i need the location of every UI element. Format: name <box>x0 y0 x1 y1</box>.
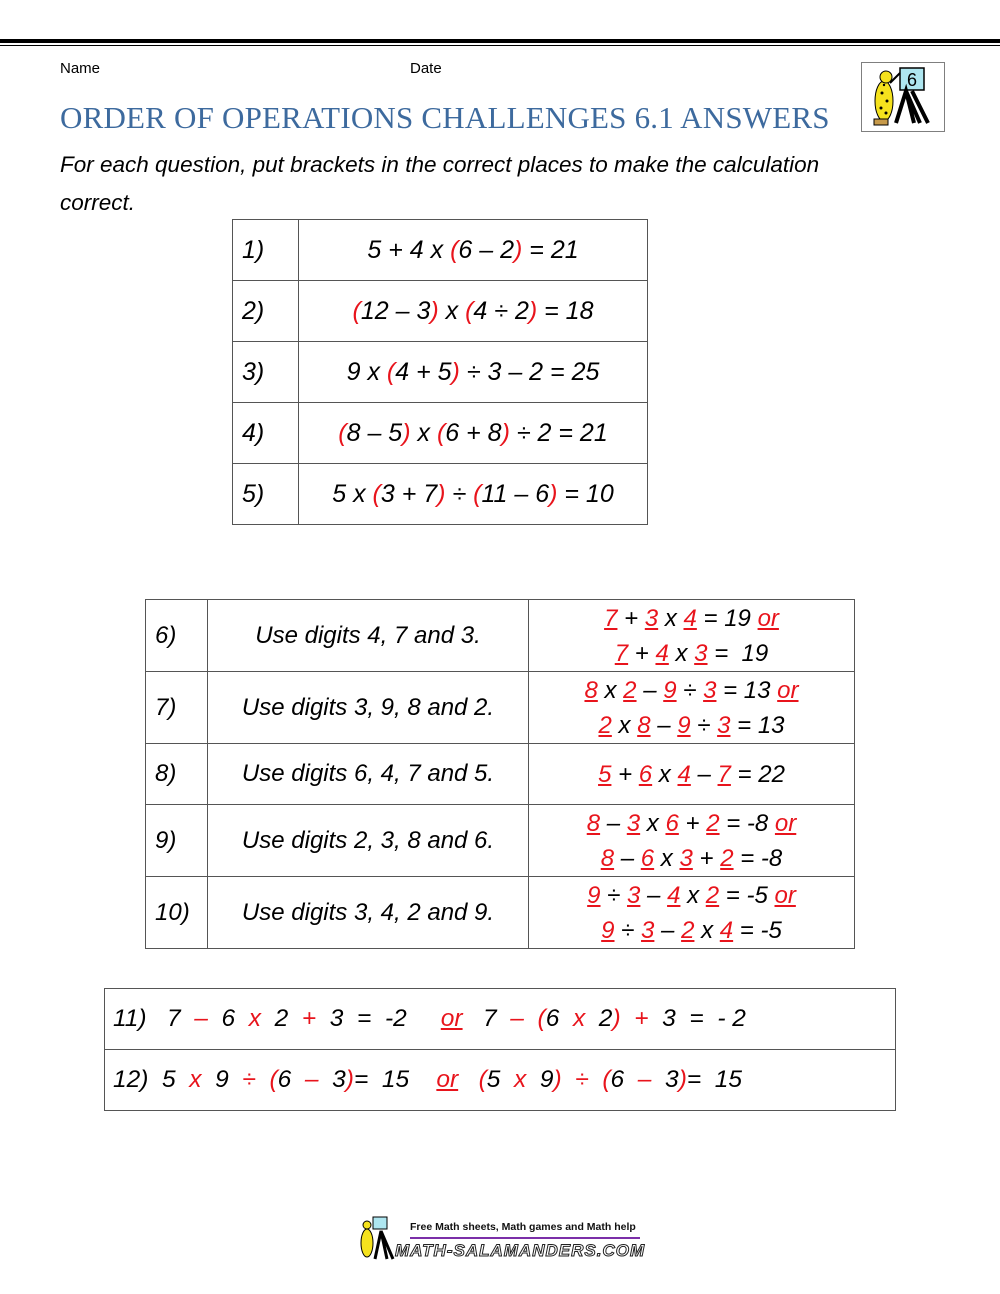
answer-line <box>529 806 854 841</box>
answer-line <box>529 601 854 636</box>
expression-text: 9 <box>526 1066 554 1093</box>
answer-mark: 9 <box>587 881 601 909</box>
table-row <box>105 1050 896 1111</box>
answer-mark: 3 <box>641 916 655 944</box>
answer-mark: x <box>248 1005 262 1032</box>
top-rule-thick <box>0 39 1000 43</box>
answer-mark: or <box>440 1005 463 1032</box>
answer-mark: 9 <box>677 711 691 739</box>
question-description: Use digits 3, 9, 8 and 2. <box>208 672 529 744</box>
expression-text: x <box>652 760 678 788</box>
footer-site-name: MATH-SALAMANDERS.COM <box>395 1241 646 1260</box>
answer-mark: or <box>436 1066 459 1093</box>
expression-text: ÷ <box>445 479 474 508</box>
answer-cell <box>529 744 855 805</box>
answer-cell <box>529 600 855 672</box>
question-equation <box>299 220 648 281</box>
expression-text: 6 <box>545 1005 573 1032</box>
expression-text: – <box>600 809 627 837</box>
question-number: 2) <box>233 281 299 342</box>
question-number: 7) <box>146 672 208 744</box>
footer-tagline: Free Math sheets, Math games and Math help <box>410 1221 636 1233</box>
answer-mark: 3 <box>694 639 708 667</box>
expression-text: ÷ <box>676 676 704 704</box>
table-row <box>233 281 648 342</box>
date-label: Date <box>410 60 442 77</box>
name-label: Name <box>60 60 101 77</box>
question-number: 11) <box>113 1005 147 1032</box>
expression-text: x <box>654 844 680 872</box>
answer-mark: 2 <box>623 676 637 704</box>
bracket-questions-table <box>232 219 648 525</box>
question-number: 5) <box>233 464 299 525</box>
expression-text: 2 <box>585 1005 613 1032</box>
expression-text: 5 <box>148 1066 190 1093</box>
question-description: Use digits 6, 4, 7 and 5. <box>208 744 529 805</box>
answer-mark: – <box>304 1066 319 1093</box>
answer-mark: 7 <box>717 760 731 788</box>
expression-text: 6 <box>277 1066 305 1093</box>
expression-text: = 13 <box>730 711 785 739</box>
expression-text: = 13 <box>716 676 778 704</box>
answer-mark: ( <box>372 479 381 508</box>
table-row <box>233 342 648 403</box>
salamander-logo <box>861 62 945 132</box>
answer-line <box>529 636 854 671</box>
answer-mark: 6 <box>665 809 679 837</box>
answer-line <box>529 708 854 743</box>
expression-text: x <box>640 809 666 837</box>
top-rule-thin <box>0 45 1000 46</box>
question-number: 9) <box>146 805 208 877</box>
answer-mark: – <box>194 1005 208 1032</box>
expression-text: 6 + 8 <box>445 418 502 447</box>
answer-mark: 3 <box>627 881 641 909</box>
expression-text: x <box>694 916 720 944</box>
answer-mark: ( <box>537 1005 546 1032</box>
answer-mark: ) <box>612 1005 621 1032</box>
expression-text: ÷ 3 – 2 = 25 <box>459 357 600 386</box>
logo-grade: 6 <box>906 70 918 90</box>
answer-mark: 4 <box>667 881 681 909</box>
footer-divider <box>410 1237 640 1239</box>
answer-mark: 2 <box>681 916 695 944</box>
answer-mark: 4 <box>655 639 669 667</box>
answer-mark: x <box>189 1066 202 1093</box>
answer-mark: ) <box>402 418 411 447</box>
answer-mark: 6 <box>640 844 655 872</box>
answer-mark: 3 <box>703 676 717 704</box>
answer-cell <box>529 672 855 744</box>
expression-text <box>458 1066 478 1093</box>
expression-text: 4 ÷ 2 <box>473 296 529 325</box>
expression-text: 3 = -2 <box>316 1005 441 1032</box>
expression-text: 7 <box>146 1005 195 1032</box>
question-description: Use digits 3, 4, 2 and 9. <box>208 877 529 949</box>
expression-text <box>562 1066 576 1093</box>
answer-mark: ÷ <box>242 1066 256 1093</box>
expression-text: = -8 <box>719 809 775 837</box>
answer-mark: 5 <box>598 760 612 788</box>
expression-text: 3 + 7 <box>380 479 438 508</box>
answer-mark: 3 <box>626 809 641 837</box>
answer-mark: 2 <box>706 809 720 837</box>
answer-mark: ( <box>450 235 459 264</box>
answer-mark: 8 <box>584 676 598 704</box>
answer-mark: + <box>634 1005 649 1032</box>
answer-mark: – <box>637 1066 652 1093</box>
answer-mark: or <box>777 676 799 704</box>
answer-mark: 4 <box>677 760 691 788</box>
answer-mark: ) <box>514 235 523 264</box>
expression-text: x <box>658 604 684 632</box>
expression-text: – <box>654 916 682 944</box>
table-row <box>146 672 855 744</box>
expression-text: 9 x <box>346 357 387 386</box>
expression-text: ÷ <box>600 881 628 909</box>
expression-text: 6 <box>207 1005 249 1032</box>
expression-text: 5 + 4 x <box>367 235 451 264</box>
answer-mark: 4 <box>683 604 697 632</box>
question-number: 3) <box>233 342 299 403</box>
expression-text: 8 – 5 <box>346 418 403 447</box>
table-row <box>105 989 896 1050</box>
question-equation <box>299 281 648 342</box>
table-row <box>146 600 855 672</box>
question-equation <box>299 464 648 525</box>
question-description: Use digits 2, 3, 8 and 6. <box>208 805 529 877</box>
expression-text: + <box>611 760 639 788</box>
table-row <box>146 744 855 805</box>
answer-mark: ( <box>352 296 361 325</box>
expression-text: + <box>628 639 656 667</box>
answer-mark: 7 <box>604 604 618 632</box>
expression-text: 6 – 2 <box>458 235 514 264</box>
expression-text <box>589 1066 603 1093</box>
expression-text: + <box>692 844 721 872</box>
table-row <box>146 877 855 949</box>
expression-text <box>524 1005 538 1032</box>
expression-text: = -5 <box>733 916 782 944</box>
expression-text: x <box>611 711 638 739</box>
table-row <box>233 403 648 464</box>
answer-mark: 8 <box>637 711 651 739</box>
answer-mark: 8 <box>600 844 615 872</box>
answer-mark: – <box>510 1005 524 1032</box>
answer-mark: ( <box>478 1066 487 1093</box>
page-title: ORDER OF OPERATIONS CHALLENGES 6.1 ANSWERS <box>60 100 830 135</box>
expression-text: – <box>636 676 664 704</box>
expression-text: 4 + 5 <box>395 357 452 386</box>
expression-text: 5 x <box>332 479 373 508</box>
expression-text <box>621 1005 635 1032</box>
question-equation <box>299 342 648 403</box>
answer-mark: ) <box>437 479 446 508</box>
expression-text: = 15 <box>686 1066 743 1093</box>
footer-logo <box>355 1215 645 1265</box>
answer-mark: x <box>514 1066 527 1093</box>
question-number: 4) <box>233 403 299 464</box>
expression-text: 3 <box>651 1066 679 1093</box>
answer-mark: 4 <box>719 916 734 944</box>
expression-text: 6 <box>610 1066 638 1093</box>
expression-text: – <box>690 760 718 788</box>
expression-text: x <box>680 881 706 909</box>
answer-mark: ( <box>269 1066 278 1093</box>
answer-line <box>529 913 854 948</box>
expression-text: x <box>668 639 695 667</box>
answer-mark: 3 <box>717 711 731 739</box>
question-number: 6) <box>146 600 208 672</box>
answer-mark: ) <box>345 1066 354 1093</box>
expression-text: 9 <box>201 1066 243 1093</box>
answer-mark: ) <box>528 296 538 325</box>
expression-text: 12 – 3 <box>360 296 431 325</box>
answer-mark: 3 <box>679 844 693 872</box>
expression-text: ÷ 2 = 21 <box>509 418 608 447</box>
expression-text <box>256 1066 270 1093</box>
challenge-equation <box>105 989 896 1050</box>
expression-text: 5 <box>486 1066 514 1093</box>
answer-line <box>529 673 854 708</box>
expression-text: = -8 <box>733 844 783 872</box>
expression-text: – <box>650 711 678 739</box>
expression-text: x <box>438 296 466 325</box>
instructions: For each question, put brackets in the correct places to make the calculation correct. <box>60 152 820 215</box>
answer-mark: ( <box>386 357 396 386</box>
expression-text: = 19 <box>707 639 769 667</box>
answer-mark: 9 <box>601 916 615 944</box>
question-number: 10) <box>146 877 208 949</box>
answer-mark: ( <box>436 418 446 447</box>
answer-mark: 2 <box>705 881 720 909</box>
answer-mark: 7 <box>614 639 629 667</box>
salamander-easel-icon <box>862 63 944 131</box>
answer-mark: ÷ <box>575 1066 589 1093</box>
expression-text: + <box>678 809 707 837</box>
answer-cell <box>529 877 855 949</box>
expression-text: = -5 <box>719 881 775 909</box>
answer-mark: or <box>774 881 796 909</box>
expression-text: 3 <box>318 1066 346 1093</box>
answer-mark: ) <box>553 1066 562 1093</box>
answer-cell <box>529 805 855 877</box>
expression-text: 3 = - 2 <box>648 1005 746 1032</box>
digit-questions-table <box>145 599 855 949</box>
expression-text: = 21 <box>522 235 579 264</box>
answer-mark: ( <box>338 418 347 447</box>
expression-text: – <box>640 881 668 909</box>
answer-mark: ) <box>451 357 460 386</box>
challenge-questions-table <box>104 988 896 1111</box>
question-number: 8) <box>146 744 208 805</box>
expression-text: = 15 <box>353 1066 437 1093</box>
expression-text: 7 <box>462 1005 511 1032</box>
expression-text: 11 – 6 <box>481 479 550 508</box>
challenge-equation <box>105 1050 896 1111</box>
expression-text: – <box>614 844 641 872</box>
question-number: 1) <box>233 220 299 281</box>
expression-text: 2 <box>261 1005 302 1032</box>
answer-mark: 8 <box>586 809 601 837</box>
answer-line <box>529 841 854 876</box>
expression-text: x <box>410 418 437 447</box>
answer-mark: + <box>301 1005 317 1032</box>
expression-text: = 19 <box>696 604 758 632</box>
answer-mark: 6 <box>638 760 653 788</box>
answer-mark: or <box>757 604 779 632</box>
expression-text: + <box>617 604 645 632</box>
question-number: 12) <box>113 1066 149 1093</box>
table-row <box>233 464 648 525</box>
answer-line <box>529 757 854 792</box>
answer-mark: 2 <box>598 711 612 739</box>
answer-mark: 9 <box>663 676 677 704</box>
expression-text: ÷ <box>614 916 642 944</box>
answer-mark: 2 <box>720 844 734 872</box>
answer-mark: ( <box>465 296 474 325</box>
answer-mark: 3 <box>644 604 659 632</box>
question-description: Use digits 4, 7 and 3. <box>208 600 529 672</box>
answer-mark: x <box>572 1005 586 1032</box>
answer-mark: or <box>774 809 797 837</box>
expression-text: = 18 <box>537 296 594 325</box>
answer-line <box>529 878 854 913</box>
answer-mark: ) <box>501 418 510 447</box>
question-equation <box>299 403 648 464</box>
expression-text: ÷ <box>690 711 718 739</box>
expression-text: x <box>597 676 624 704</box>
expression-text: = 22 <box>730 760 785 788</box>
table-row <box>146 805 855 877</box>
answer-mark: ) <box>549 479 558 508</box>
answer-mark: ) <box>430 296 439 325</box>
answer-mark: ( <box>602 1066 611 1093</box>
answer-mark: ( <box>473 479 482 508</box>
answer-mark: ) <box>678 1066 687 1093</box>
expression-text: = 10 <box>557 479 614 508</box>
table-row <box>233 220 648 281</box>
